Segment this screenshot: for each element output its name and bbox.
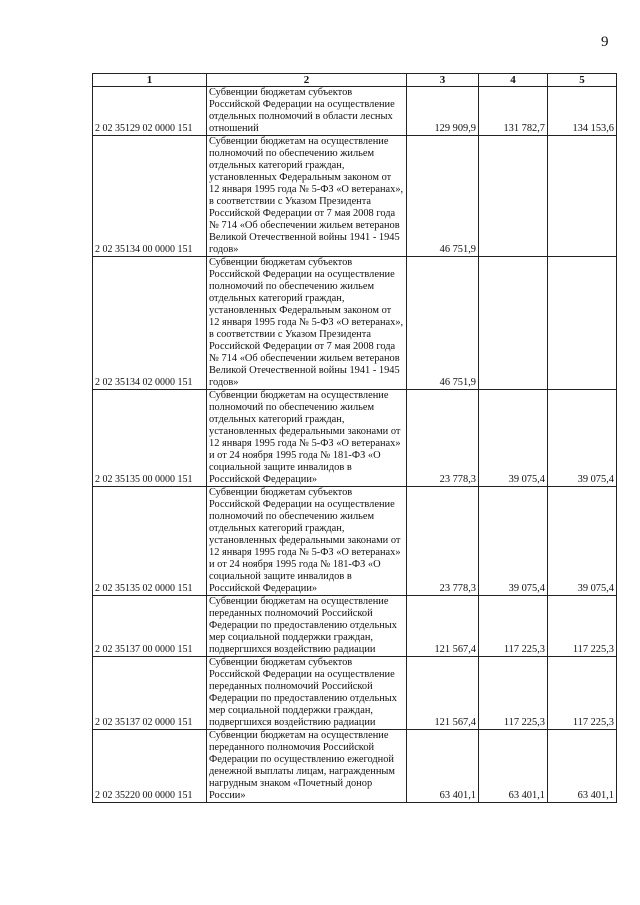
description-cell: Субвенции бюджетам субъектов Российской Федерации на осуществление полномочий по обеспечению жильем отдельных категорий граждан, установленных федеральными законами от 12 января 1995 года № 5-ФЗ «О ветеранах» и от 24 ноября 1995 года № 181-ФЗ «О социальной защите инвалидов в Российской Федерации»: [207, 487, 407, 596]
column-header: 5: [548, 74, 617, 87]
column-header: 2: [207, 74, 407, 87]
budget-table: [92, 73, 617, 803]
amount-col4-cell: [479, 136, 548, 257]
amount-col3-cell: 121 567,4: [407, 657, 479, 730]
amount-col5-cell: 134 153,6: [548, 87, 617, 136]
amount-col4-cell: 39 075,4: [479, 390, 548, 487]
budget-code-cell: 2 02 35135 02 0000 151: [93, 487, 207, 596]
amount-col3-cell: 46 751,9: [407, 257, 479, 390]
budget-code-cell: 2 02 35134 00 0000 151: [93, 136, 207, 257]
page-number: 9: [601, 34, 609, 50]
column-header: 1: [93, 74, 207, 87]
description-cell: Субвенции бюджетам субъектов Российской Федерации на осуществление полномочий по обеспечению жильем отдельных категорий граждан, установленных Федеральным законом от 12 января 1995 года № 5-ФЗ «О ветеранах», в соответствии с Указом Президента Российской Федерации от 7 мая 2008 года № 714 «Об обеспечении жильем ветеранов Великой Отечественной войны 1941 - 1945 годов»: [207, 257, 407, 390]
amount-col3-cell: 23 778,3: [407, 390, 479, 487]
table-row: [93, 87, 617, 136]
table-row: [93, 257, 617, 390]
description-cell: Субвенции бюджетам субъектов Российской Федерации на осуществление переданных полномочий Российской Федерации по предоставлению отдельных мер социальной поддержки граждан, подвергшихся воздействию радиации: [207, 657, 407, 730]
amount-col4-cell: 117 225,3: [479, 657, 548, 730]
amount-col3-cell: 129 909,9: [407, 87, 479, 136]
table-row: [93, 390, 617, 487]
amount-col4-cell: [479, 257, 548, 390]
amount-col5-cell: [548, 136, 617, 257]
table-header-row: [93, 74, 617, 87]
column-header: 3: [407, 74, 479, 87]
amount-col5-cell: 63 401,1: [548, 730, 617, 803]
table-row: [93, 487, 617, 596]
amount-col5-cell: [548, 257, 617, 390]
amount-col4-cell: 39 075,4: [479, 487, 548, 596]
table-row: [93, 596, 617, 657]
amount-col5-cell: 117 225,3: [548, 657, 617, 730]
description-cell: Субвенции бюджетам на осуществление переданных полномочий Российской Федерации по предоставлению отдельных мер социальной поддержки граждан, подвергшихся воздействию радиации: [207, 596, 407, 657]
table-row: [93, 730, 617, 803]
description-cell: Субвенции бюджетам на осуществление переданного полномочия Российской Федерации по осуществлению ежегодной денежной выплаты лицам, награжденным нагрудным знаком «Почетный донор России»: [207, 730, 407, 803]
amount-col3-cell: 63 401,1: [407, 730, 479, 803]
budget-code-cell: 2 02 35137 02 0000 151: [93, 657, 207, 730]
description-cell: Субвенции бюджетам на осуществление полномочий по обеспечению жильем отдельных категорий граждан, установленных федеральными законами от 12 января 1995 года № 5-ФЗ «О ветеранах» и от 24 ноября 1995 года № 181-ФЗ «О социальной защите инвалидов в Российской Федерации»: [207, 390, 407, 487]
budget-code-cell: 2 02 35129 02 0000 151: [93, 87, 207, 136]
table-row: [93, 136, 617, 257]
amount-col4-cell: 63 401,1: [479, 730, 548, 803]
budget-code-cell: 2 02 35137 00 0000 151: [93, 596, 207, 657]
amount-col5-cell: 39 075,4: [548, 487, 617, 596]
amount-col4-cell: 131 782,7: [479, 87, 548, 136]
budget-code-cell: 2 02 35135 00 0000 151: [93, 390, 207, 487]
budget-code-cell: 2 02 35220 00 0000 151: [93, 730, 207, 803]
budget-code-cell: 2 02 35134 02 0000 151: [93, 257, 207, 390]
amount-col3-cell: 121 567,4: [407, 596, 479, 657]
description-cell: Субвенции бюджетам на осуществление полномочий по обеспечению жильем отдельных категорий граждан, установленных Федеральным законом от 12 января 1995 года № 5-ФЗ «О ветеранах», в соответствии с Указом Президента Российской Федерации от 7 мая 2008 года № 714 «Об обеспечении жильем ветеранов Великой Отечественной войны 1941 - 1945 годов»: [207, 136, 407, 257]
amount-col4-cell: 117 225,3: [479, 596, 548, 657]
column-header: 4: [479, 74, 548, 87]
description-cell: Субвенции бюджетам субъектов Российской Федерации на осуществление отдельных полномочий в области лесных отношений: [207, 87, 407, 136]
amount-col3-cell: 23 778,3: [407, 487, 479, 596]
table-row: [93, 657, 617, 730]
amount-col3-cell: 46 751,9: [407, 136, 479, 257]
amount-col5-cell: 117 225,3: [548, 596, 617, 657]
amount-col5-cell: 39 075,4: [548, 390, 617, 487]
